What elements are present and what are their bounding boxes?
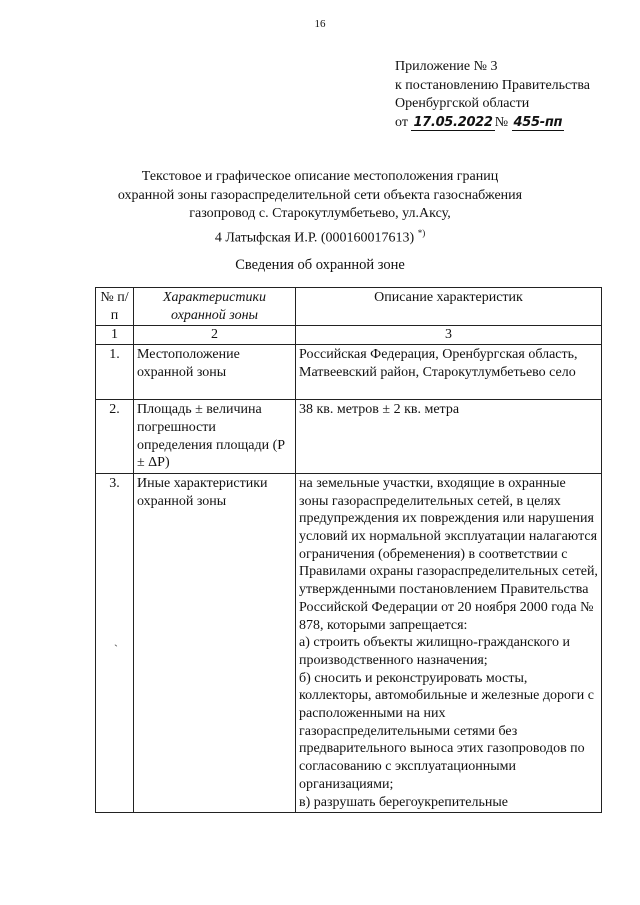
- table-row: [96, 400, 602, 474]
- title-line-3: газопровод с. Старокутлумбетьево, ул.Аксу,: [189, 206, 451, 221]
- row-num: 1.: [96, 345, 134, 400]
- title-line-2: охранной зоны газораспределительной сети объекта газоснабжения: [117, 187, 523, 203]
- table-row: [96, 345, 602, 400]
- table-index-row: [96, 326, 602, 345]
- title-line-4: [0, 224, 640, 248]
- header-num: № п/п: [96, 288, 134, 326]
- row-description: Российская Федерация, Оренбургская область, Матвеевский район, Старокутлумбетьево село: [296, 345, 602, 400]
- footnote-mark: *): [417, 227, 426, 238]
- number-sign: №: [494, 114, 509, 130]
- appendix-title: Приложение № 3: [395, 59, 498, 74]
- header-characteristics: Характеристики охранной зоны: [134, 288, 296, 326]
- row-num: 3.: [96, 473, 134, 812]
- row-description: [296, 473, 602, 812]
- table-header-row: [96, 288, 602, 326]
- row-num: 2.: [96, 400, 134, 474]
- section-subtitle: Сведения об охранной зоне: [235, 257, 405, 273]
- row-characteristic: Местоположение охранной зоны: [134, 345, 296, 400]
- appendix-block: [395, 58, 590, 132]
- list-item: в) разрушать берегоукрепительные: [299, 794, 509, 810]
- list-item: а) строить объекты жилищно-гражданского и производственного назначения;: [299, 635, 570, 668]
- index-cell-1: 1: [96, 326, 134, 345]
- appendix-date-line: [395, 114, 590, 133]
- row-characteristic: Площадь ± величина погрешности определения площади (P ± ΔP): [134, 400, 296, 474]
- appendix-region: Оренбургской области: [395, 96, 530, 111]
- handwritten-date: 17.05.2022: [413, 114, 493, 130]
- page-number: 16: [314, 18, 326, 30]
- index-cell-2: 2: [134, 326, 296, 345]
- stray-mark: `: [114, 642, 118, 656]
- index-cell-3: 3: [296, 326, 602, 345]
- list-item: б) сносить и реконструировать мосты, коллекторы, автомобильные и железные дороги с расположенными на них газораспределительными сетями без предварительного выноса этих газопроводов по согласованию с эксплуатационными организациями;: [299, 670, 594, 792]
- title-line-4-text: 4 Латыфская И.Р. (000160017613): [214, 230, 415, 246]
- appendix-resolution: к постановлению Правительства: [395, 77, 591, 93]
- table-row: [96, 473, 602, 812]
- document-title: [0, 168, 640, 248]
- protection-zone-table: [95, 287, 602, 813]
- row-description-intro: на земельные участки, входящие в охранные зоны газораспределительных сетей, в целях предупреждения их повреждения или нарушения условий их нормальной эксплуатации налагаются ограничения (обременения) в соответствии с Правилами охраны газораспределительных сетей, утвержденными постановлением Правительства Российской Федерации от 20 ноября 2000 года № 878, которыми запрещается:: [299, 475, 598, 633]
- header-description: Описание характеристик: [296, 288, 602, 326]
- title-line-1: Текстовое и графическое описание местоположения границ: [141, 169, 499, 184]
- row-characteristic: Иные характеристики охранной зоны: [134, 473, 296, 812]
- row-description: 38 кв. метров ± 2 кв. метра: [296, 400, 602, 474]
- date-prefix: от: [395, 114, 408, 130]
- handwritten-number: 455-пп: [513, 114, 563, 130]
